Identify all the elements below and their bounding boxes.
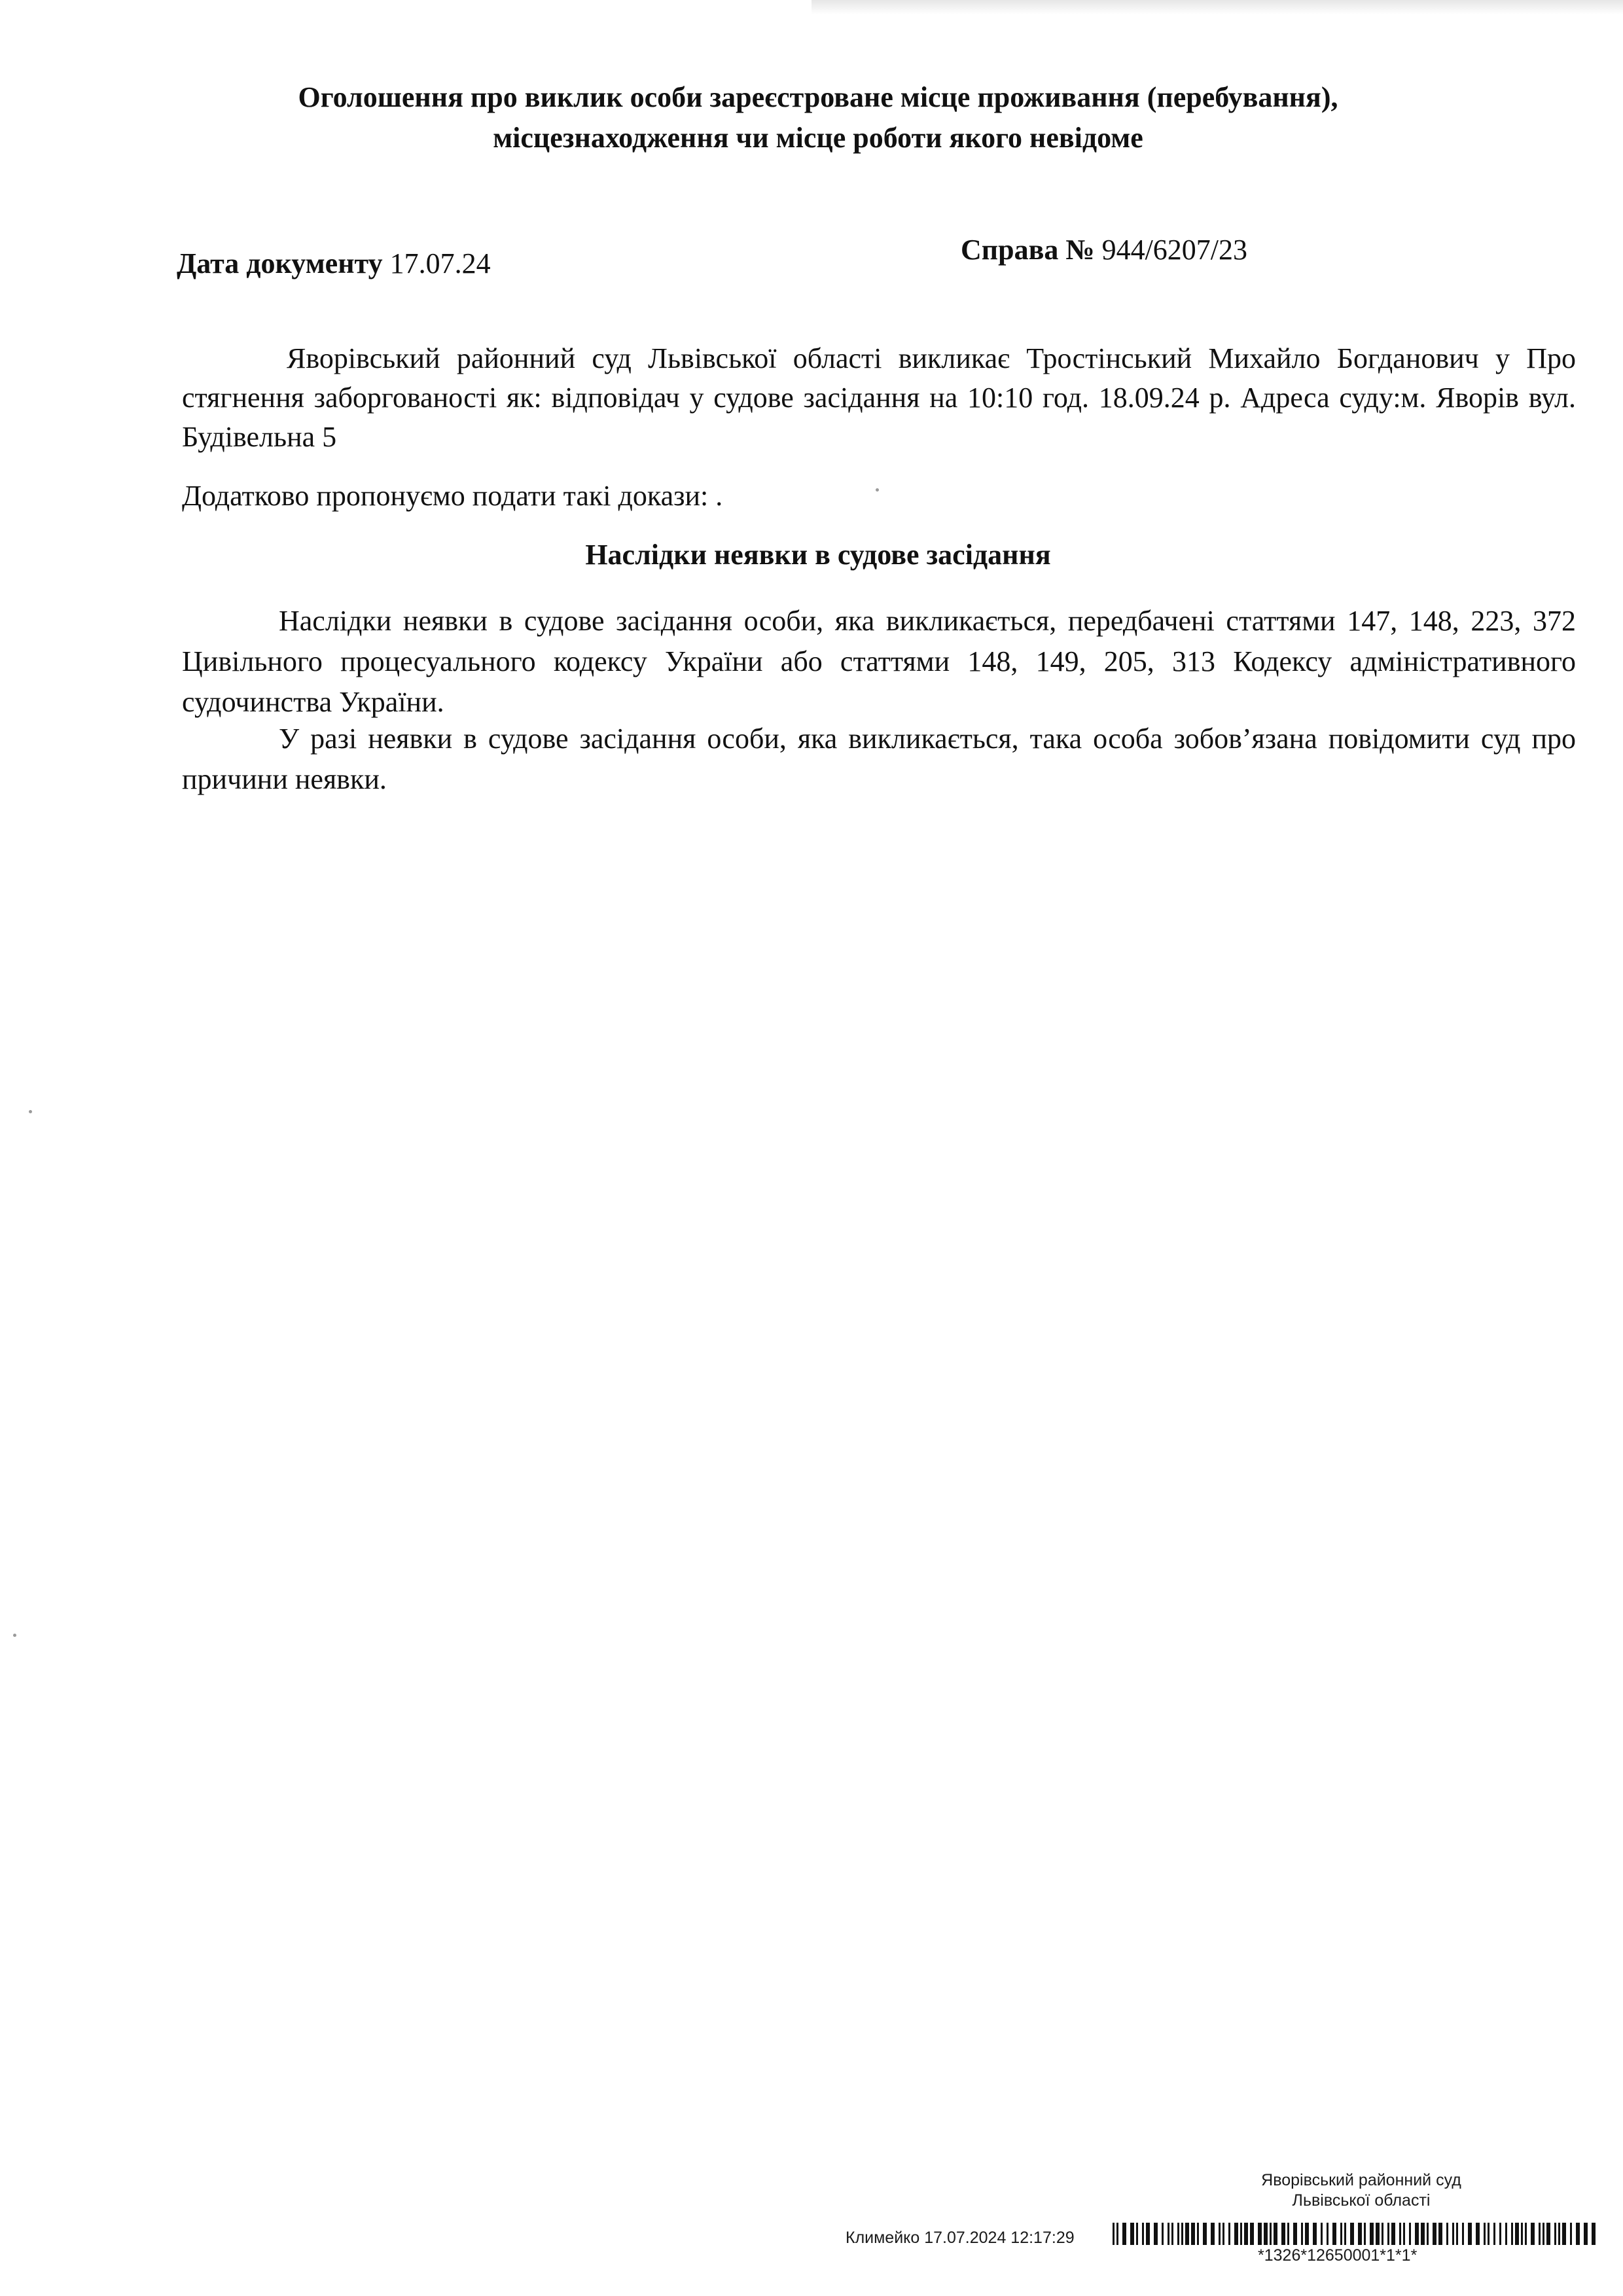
barcode-bar [1113, 2223, 1115, 2245]
barcode-bar [1399, 2223, 1401, 2245]
case-value: 944/6207/23 [1101, 234, 1248, 266]
evidence-paragraph: Додатково пропонуємо подати такі докази: . [182, 480, 723, 512]
scan-speck [29, 1110, 32, 1113]
barcode-bar [1154, 2223, 1158, 2245]
barcode-bar [1168, 2223, 1169, 2245]
barcode-bar [1222, 2223, 1224, 2245]
barcode-bar [1558, 2223, 1560, 2245]
barcode-bar [1584, 2223, 1588, 2245]
barcode-bar [1305, 2223, 1309, 2245]
document-date [177, 244, 491, 283]
barcode-bar [1452, 2223, 1454, 2245]
barcode-bar [1387, 2223, 1389, 2245]
barcode-bar [1576, 2223, 1580, 2245]
barcode-bar [1543, 2223, 1544, 2245]
barcode-bar [1505, 2223, 1507, 2245]
barcode-bar [1433, 2223, 1436, 2245]
barcode-bar [1484, 2223, 1486, 2245]
barcode-bar [1350, 2223, 1354, 2245]
barcode-bar [1340, 2223, 1342, 2245]
barcode-bar [1250, 2223, 1254, 2245]
barcode-bar [1219, 2223, 1221, 2245]
barcode-bar [1321, 2223, 1323, 2245]
barcode-bar [1264, 2223, 1268, 2245]
barcode-bar [1462, 2223, 1464, 2245]
barcode-bar [1499, 2223, 1501, 2245]
barcode-bar [1122, 2223, 1126, 2245]
document-barcode [1113, 2223, 1597, 2245]
barcode-bar [1162, 2223, 1164, 2245]
barcode-bar [1570, 2223, 1572, 2245]
barcode-bar [1313, 2223, 1317, 2245]
barcode-bar [1116, 2223, 1118, 2245]
barcode-bar [1287, 2223, 1289, 2245]
footer-court-name [1185, 2170, 1538, 2211]
barcode-bar [1521, 2223, 1523, 2245]
barcode-bar [1191, 2223, 1195, 2245]
barcode-bar [1476, 2223, 1480, 2245]
case-label: Справа № [961, 234, 1095, 266]
footer-court-line-1: Яворівський районний суд [1261, 2171, 1461, 2189]
title-line-2: місцезнаходження чи місце роботи якого невідоме [493, 122, 1143, 154]
barcode-bar [1197, 2223, 1199, 2245]
case-number [961, 230, 1247, 270]
barcode-bar [1562, 2223, 1566, 2245]
barcode-bar [1181, 2223, 1183, 2245]
barcode-bar [1142, 2223, 1144, 2245]
barcode-bar [1244, 2223, 1248, 2245]
barcode-bar [1438, 2223, 1442, 2245]
title-line-1: Оголошення про виклик особи зареєстроване місце проживання (перебування), [298, 81, 1338, 113]
barcode-bar [1376, 2223, 1380, 2245]
barcode-bar [1456, 2223, 1458, 2245]
barcode-bar [1421, 2223, 1425, 2245]
barcode-bar [1515, 2223, 1519, 2245]
barcode-bar [1240, 2223, 1242, 2245]
document-title [196, 77, 1440, 158]
barcode-bar [1281, 2223, 1285, 2245]
scan-speck [13, 1634, 16, 1637]
date-value: 17.07.24 [389, 247, 491, 279]
barcode-bar [1531, 2223, 1535, 2245]
barcode-bar [1358, 2223, 1362, 2245]
barcode-bar [1525, 2223, 1527, 2245]
barcode-bar [1488, 2223, 1489, 2245]
barcode-bar [1382, 2223, 1383, 2245]
barcode-bar [1258, 2223, 1262, 2245]
barcode-bar [1234, 2223, 1238, 2245]
section-heading: Наслідки неявки в судове засідання [585, 539, 1051, 571]
barcode-bar [1468, 2223, 1472, 2245]
barcode-bar [1327, 2223, 1329, 2245]
barcode-bar [1301, 2223, 1303, 2245]
barcode-bar [1274, 2223, 1277, 2245]
barcode-bar [1130, 2223, 1134, 2245]
consequences-paragraph-1: Наслідки неявки в судове засідання особи, яка викликається, передбачені статтями 147, 148, 223, 372 Цивільного процесуального кодексу України або статтями 148, 149, 205, 313 Кодексу адміністративного судочинства України. [182, 605, 1576, 718]
barcode-bar [1539, 2223, 1541, 2245]
barcode-bar [1446, 2223, 1448, 2245]
barcode-bar [1270, 2223, 1272, 2245]
barcode-bar [1554, 2223, 1556, 2245]
barcode-bar [1146, 2223, 1150, 2245]
barcode-bar [1344, 2223, 1346, 2245]
barcode-bar [1391, 2223, 1395, 2245]
barcode-bar [1403, 2223, 1405, 2245]
barcode-bar [1427, 2223, 1429, 2245]
barcode-bar [1203, 2223, 1207, 2245]
barcode-bar [1136, 2223, 1138, 2245]
barcode-bar [1592, 2223, 1596, 2245]
barcode-bar [1546, 2223, 1550, 2245]
barcode-bar [1211, 2223, 1215, 2245]
barcode-text: *1326*12650001*1*1* [1258, 2246, 1418, 2265]
barcode-bar [1332, 2223, 1336, 2245]
barcode-bar [1228, 2223, 1230, 2245]
barcode-bar [1185, 2223, 1189, 2245]
barcode-bar [1493, 2223, 1495, 2245]
scan-shadow [812, 0, 1623, 14]
barcode-bar [1370, 2223, 1374, 2245]
consequences-paragraph-2: У разі неявки в судове засідання особи, яка викликається, така особа зобов’язана повідомити суд про причини неявки. [182, 723, 1576, 795]
date-label: Дата документу [177, 247, 383, 279]
barcode-bar [1409, 2223, 1411, 2245]
barcode-bar [1511, 2223, 1513, 2245]
barcode-bar [1364, 2223, 1366, 2245]
barcode-bar [1293, 2223, 1297, 2245]
footer-court-line-2: Львівської області [1292, 2191, 1431, 2210]
summons-paragraph: Яворівський районний суд Львівської області викликає Тростінський Михайло Богданович у Про стягнення заборгованості як: відповідач у судове засідання на 10:10 год. 18.09.24 р. Адреса суду:м. Яворів вул. Будівельна 5 [182, 342, 1576, 453]
barcode-bar [1415, 2223, 1419, 2245]
barcode-bar [1177, 2223, 1179, 2245]
barcode-bar [1171, 2223, 1173, 2245]
signer-timestamp: Климейко 17.07.2024 12:17:29 [846, 2229, 1075, 2247]
